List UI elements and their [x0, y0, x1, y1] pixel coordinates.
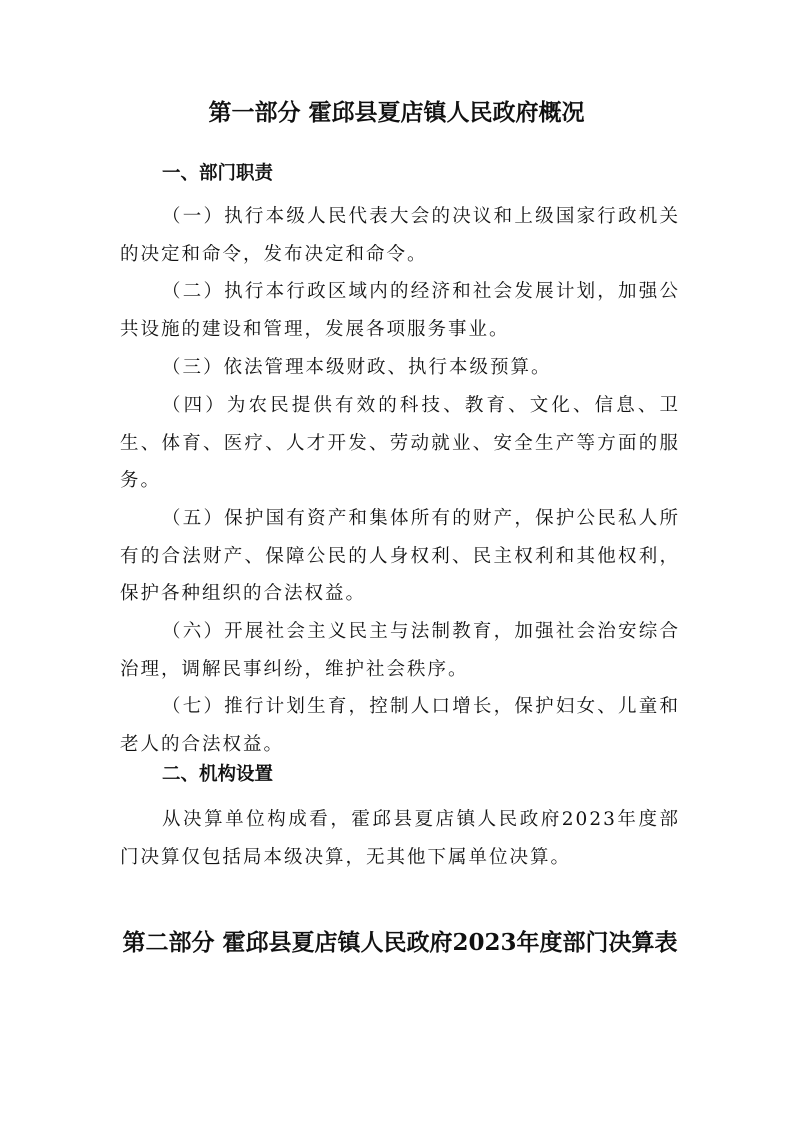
part2-title: 第二部分 霍邱县夏店镇人民政府2023年度部门决算表 [122, 929, 678, 956]
duty-paragraph-1: （一）执行本级人民代表大会的决议和上级国家行政机关的决定和命令，发布决定和命令。 [120, 206, 680, 265]
duty-paragraph-7: （七）推行计划生育，控制人口增长，保护妇女、儿童和老人的合法权益。 [120, 696, 680, 755]
duty-paragraph-3: （三）依法管理本级财政、执行本级预算。 [162, 357, 552, 378]
duty-paragraph-6: （六）开展社会主义民主与法制教育，加强社会治安综合治理，调解民事纠纷，维护社会秩序。 [120, 621, 680, 680]
structure-paragraph: 从决算单位构成看，霍邱县夏店镇人民政府2023年度部门决算仅包括局本级决算，无其他下属单位决算。 [120, 809, 680, 868]
duty-paragraph-5: （五）保护国有资产和集体所有的财产，保护公民私人所有的合法财产、保障公民的人身权利、民主权利和其他权利，保护各种组织的合法权益。 [120, 508, 680, 604]
section1-heading: 一、部门职责 [162, 163, 274, 184]
duty-paragraph-4: （四）为农民提供有效的科技、教育、文化、信息、卫生、体育、医疗、人才开发、劳动就业、安全生产等方面的服务。 [120, 395, 680, 491]
part1-title: 第一部分 霍邱县夏店镇人民政府概况 [208, 99, 585, 126]
duty-paragraph-2: （二）执行本行政区域内的经济和社会发展计划，加强公共设施的建设和管理，发展各项服务事业。 [120, 281, 680, 340]
section2-heading: 二、机构设置 [162, 764, 274, 785]
